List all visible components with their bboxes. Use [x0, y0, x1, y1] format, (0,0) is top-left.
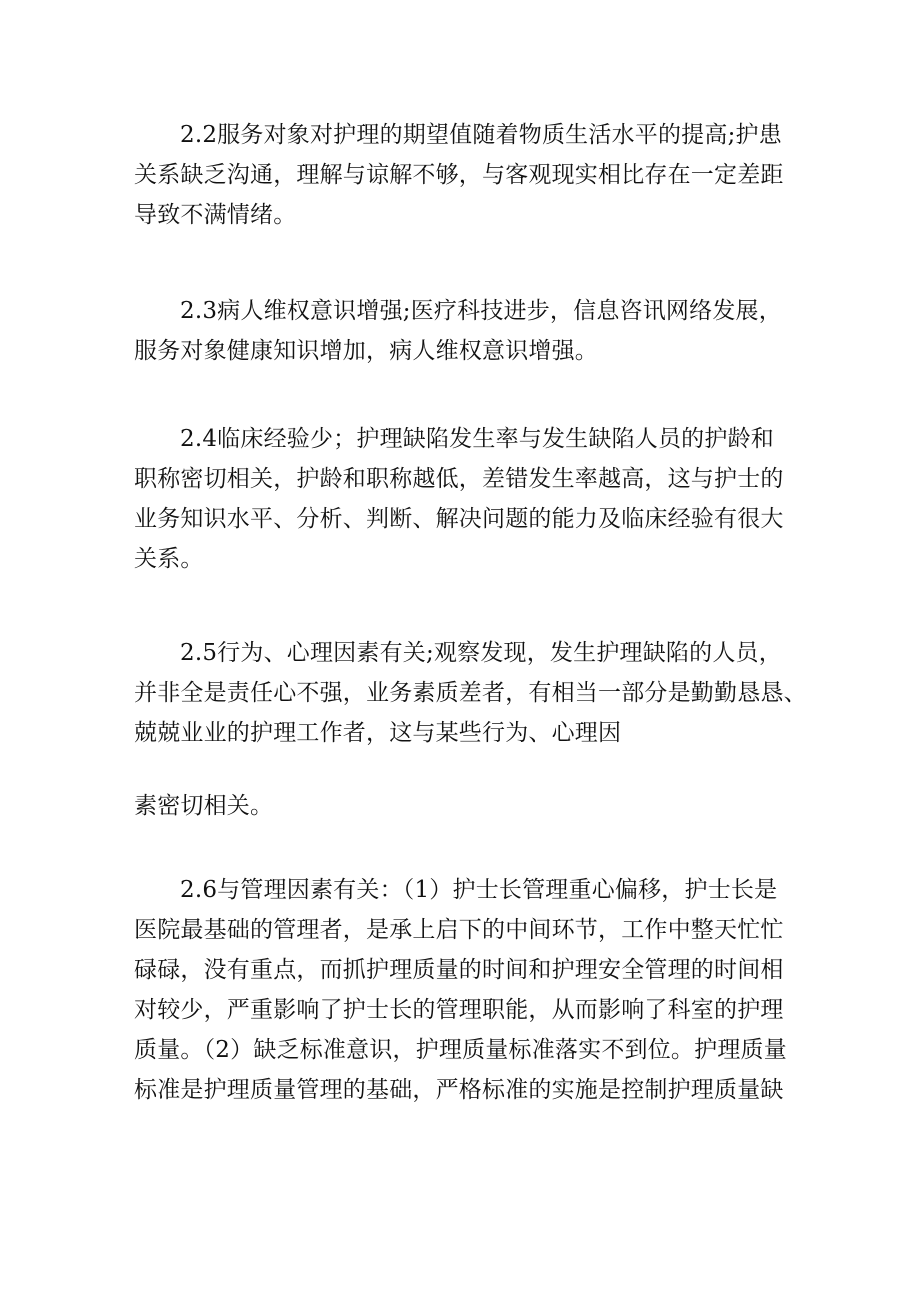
text-line: 业务知识水平、分析、判断、解决问题的能力及临床经验有很大 [134, 506, 784, 532]
text-line: 素密切相关。 [134, 793, 274, 819]
text-line: 关系。 [134, 546, 204, 572]
text-line: 医院最基础的管理者，是承上启下的中间环节，工作中整天忙忙 [134, 917, 784, 943]
text-line: 2.6与管理因素有关：（1）护士长管理重心偏移，护士长是 [180, 877, 778, 903]
text-line: 服务对象健康知识增加，病人维权意识增强。 [134, 338, 598, 364]
text-line: 职称密切相关，护龄和职称越低，差错发生率越高，这与护士的 [134, 466, 784, 492]
text-line: 并非全是责任心不强，业务素质差者，有相当一部分是勤勤恳恳、 [134, 680, 807, 706]
text-line: 关系缺乏沟通，理解与谅解不够，与客观现实相比存在一定差距 [134, 162, 784, 188]
text-line: 质量。（2）缺乏标准意识，护理质量标准落实不到位。护理质量 [134, 1037, 787, 1063]
text-line: 2.3病人维权意识增强;医疗科技进步，信息咨讯网络发展， [180, 298, 782, 324]
text-line: 碌碌，没有重点，而抓护理质量的时间和护理安全管理的时间相 [134, 957, 784, 983]
paragraph-2-6 [134, 870, 794, 1110]
paragraph-2-5 [134, 633, 807, 753]
text-line: 对较少，严重影响了护士长的管理职能，从而影响了科室的护理 [134, 997, 784, 1023]
paragraph-2-2 [134, 115, 794, 235]
text-line: 2.4临床经验少；护理缺陷发生率与发生缺陷人员的护龄和 [180, 426, 774, 452]
paragraph-2-4 [134, 419, 794, 579]
text-line: 标准是护理质量管理的基础，严格标准的实施是控制护理质量缺 [134, 1077, 784, 1103]
paragraph-2-5-continued [134, 786, 794, 826]
text-line: 导致不满情绪。 [134, 202, 297, 228]
text-line: 2.5行为、心理因素有关;观察发现，发生护理缺陷的人员， [180, 640, 782, 666]
text-line: 兢兢业业的护理工作者，这与某些行为、心理因 [134, 720, 622, 746]
paragraph-2-3 [134, 291, 794, 371]
text-line: 2.2服务对象对护理的期望值随着物质生活水平的提高;护患 [180, 122, 782, 148]
